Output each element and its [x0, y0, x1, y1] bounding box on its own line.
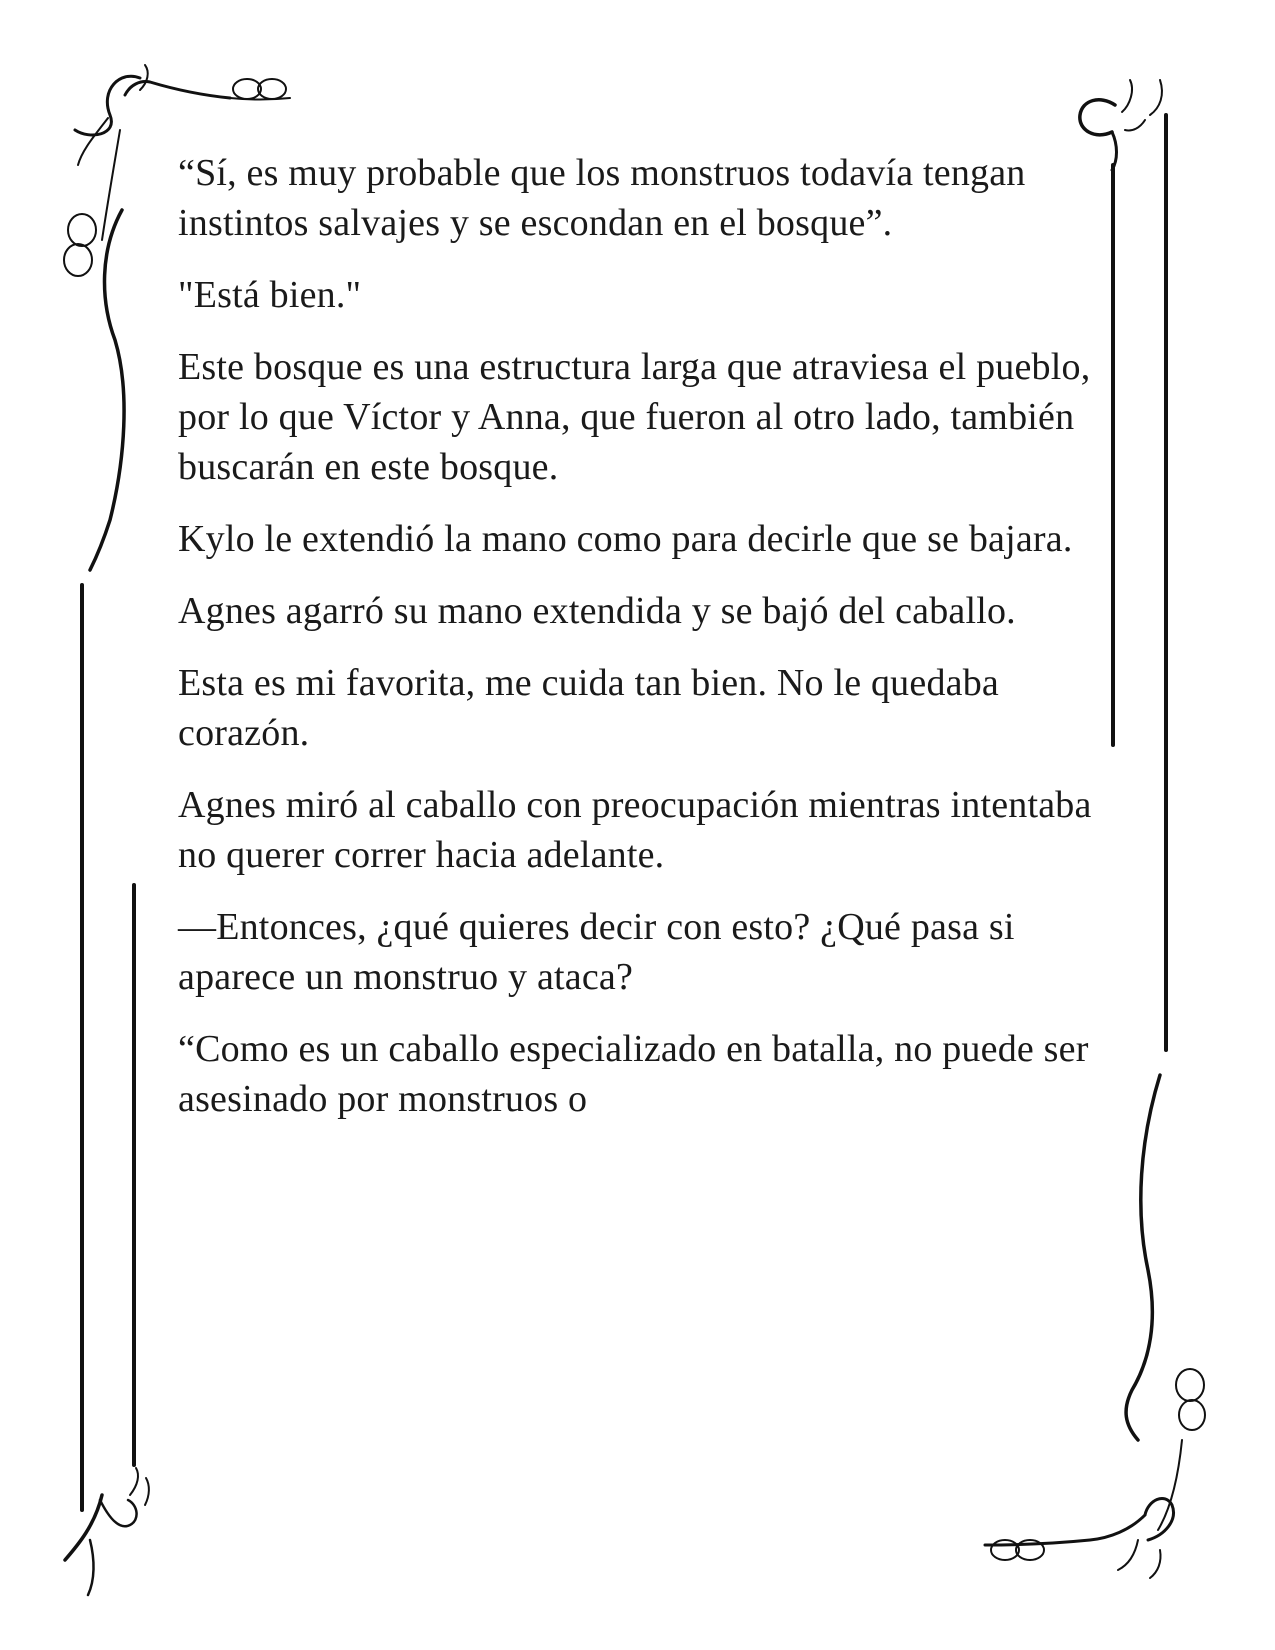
paragraph: Esta es mi favorita, me cuida tan bien. No le quedaba corazón.: [178, 662, 999, 754]
page-body: [178, 148, 1098, 1146]
paragraph: Kylo le extendió la mano como para decirle que se bajara.: [178, 518, 1073, 560]
paragraph: “Sí, es muy probable que los monstruos todavía tengan instintos salvajes y se escondan en el bosque”.: [178, 152, 1026, 244]
bottom-left-flourish: [65, 1468, 149, 1595]
paragraph: —Entonces, ¿qué quieres decir con esto? ¿Qué pasa si aparece un monstruo y ataca?: [178, 906, 1015, 998]
paragraph: Agnes agarró su mano extendida y se bajó del caballo.: [178, 590, 1016, 632]
paragraph: "Está bien.": [178, 274, 362, 316]
bottom-right-flourish: [985, 1075, 1205, 1578]
paragraph: Agnes miró al caballo con preocupación mientras intentaba no querer correr hacia adelante.: [178, 784, 1092, 876]
paragraph: “Como es un caballo especializado en batalla, no puede ser asesinado por monstruos o: [178, 1028, 1089, 1120]
paragraph: Este bosque es una estructura larga que atraviesa el pueblo, por lo que Víctor y Anna, que fueron al otro lado, también buscarán en este bosque.: [178, 346, 1091, 488]
